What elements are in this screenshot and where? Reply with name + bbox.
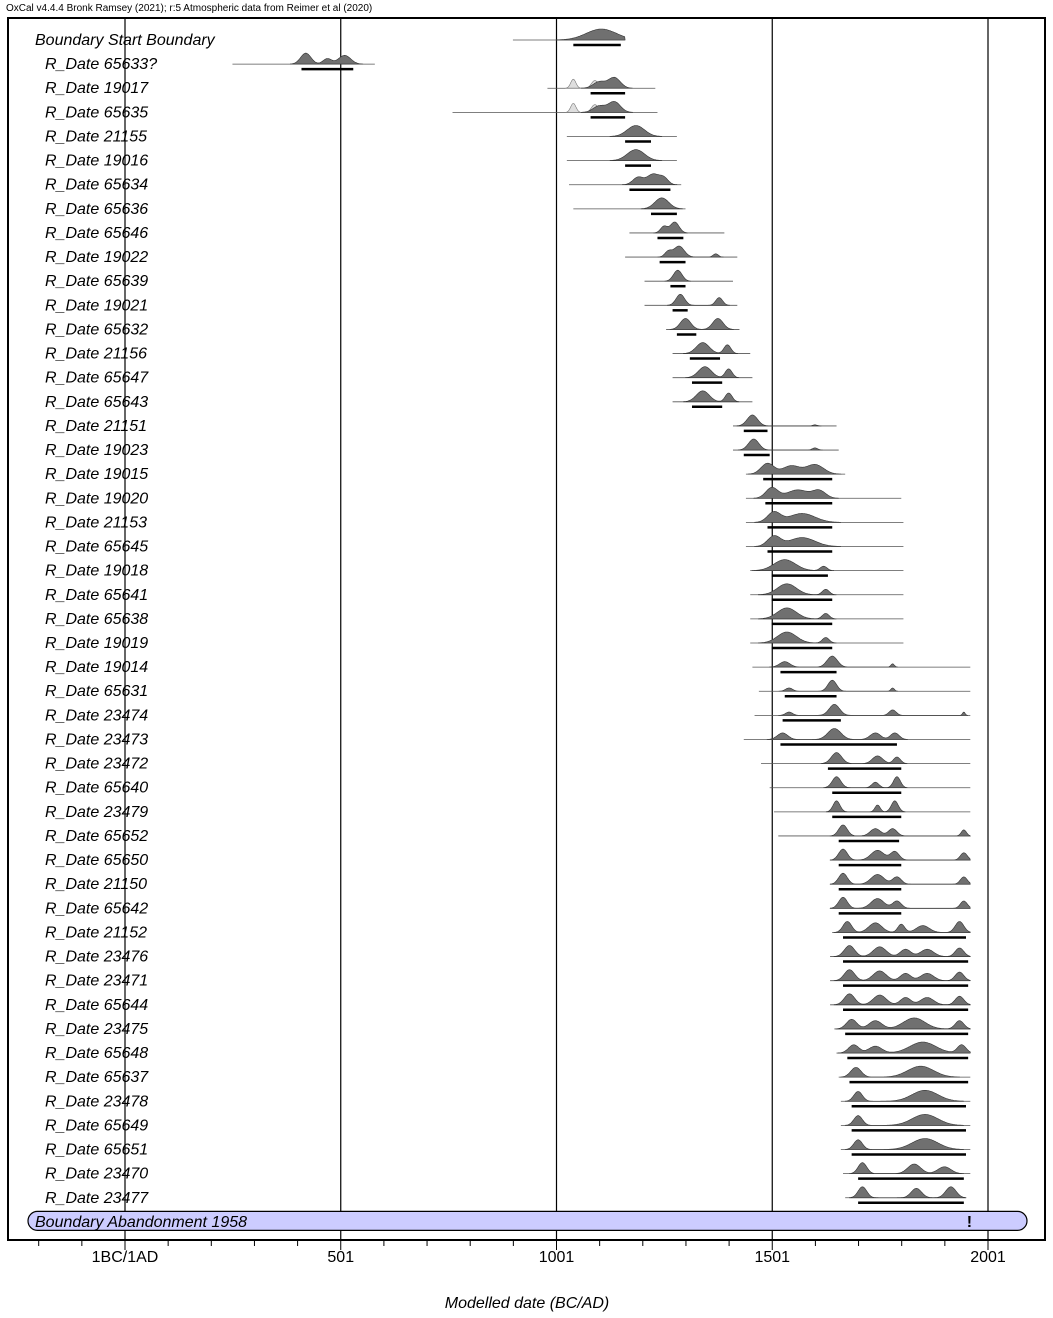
posterior-distribution	[840, 1066, 959, 1077]
posterior-distribution	[683, 391, 739, 402]
row-1	[45, 53, 375, 73]
posterior-distribution	[836, 1018, 970, 1029]
row-5	[45, 150, 677, 170]
posterior-distribution	[758, 584, 836, 595]
row-label: R_Date 23474	[45, 707, 149, 725]
x-tick-label-0: 1BC/1AD	[91, 1249, 159, 1266]
x-axis	[39, 1240, 1006, 1266]
row-label: R_Date 65652	[45, 827, 149, 845]
posterior-distribution	[738, 439, 823, 450]
row-24	[45, 608, 903, 628]
row-35	[45, 873, 970, 893]
posterior-distribution	[826, 801, 905, 812]
x-axis-label: Modelled date (BC/AD)	[444, 1295, 610, 1312]
plot-frame	[8, 18, 1045, 1240]
row-label: R_Date 23473	[45, 731, 149, 749]
row-label: R_Date 23472	[45, 755, 149, 773]
posterior-distribution	[610, 126, 662, 137]
row-18	[45, 463, 845, 483]
row-label: R_Date 65631	[45, 683, 149, 701]
posterior-distribution	[834, 946, 970, 957]
posterior-distribution	[845, 1139, 964, 1150]
row-6	[45, 174, 681, 194]
row-48	[45, 1187, 966, 1207]
row-44	[45, 1090, 970, 1110]
posterior-distribution	[838, 1042, 970, 1053]
row-9	[45, 246, 737, 266]
row-label: R_Date 19022	[45, 249, 149, 267]
row-label: R_Date 19015	[45, 466, 149, 484]
posterior-distribution	[641, 198, 682, 209]
row-42	[45, 1042, 970, 1062]
row-label: R_Date 23478	[45, 1093, 149, 1111]
row-label: R_Date 19021	[45, 297, 149, 315]
row-label: R_Date 65644	[45, 996, 149, 1014]
row-label: R_Date 19020	[45, 490, 149, 508]
row-label: Boundary Start Boundary	[35, 32, 215, 49]
posterior-distribution	[683, 343, 737, 354]
posterior-distribution	[610, 150, 662, 161]
row-30	[45, 753, 970, 773]
row-label: R_Date 21151	[45, 417, 147, 435]
row-34	[45, 849, 970, 869]
row-33	[45, 825, 970, 845]
row-27	[45, 680, 970, 700]
row-20	[45, 511, 903, 531]
boundary-marker: !	[966, 1213, 973, 1231]
posterior-distribution	[830, 849, 970, 860]
row-47	[45, 1163, 970, 1183]
posterior-distribution	[830, 873, 970, 884]
row-49	[28, 1211, 1027, 1231]
row-label: R_Date 19017	[45, 80, 149, 98]
posterior-distribution	[830, 897, 970, 908]
posterior-distribution	[658, 246, 724, 257]
row-2	[45, 77, 655, 97]
row-28	[45, 704, 970, 724]
posterior-distribution	[834, 921, 970, 932]
row-46	[45, 1139, 970, 1159]
row-37	[45, 921, 970, 941]
posterior-distribution	[834, 994, 970, 1005]
row-label: R_Date 23475	[45, 1020, 149, 1038]
posterior-distribution	[581, 77, 632, 88]
row-11	[45, 294, 737, 314]
row-38	[45, 946, 970, 966]
gridlines	[125, 18, 988, 1240]
row-label: R_Date 23470	[45, 1165, 149, 1183]
row-17	[45, 439, 839, 459]
row-label: R_Date 65639	[45, 273, 149, 291]
posterior-distribution	[752, 560, 834, 571]
row-12	[45, 318, 739, 338]
row-label: R_Date 65634	[45, 176, 149, 194]
posterior-distribution	[821, 753, 907, 764]
row-label: R_Date 65640	[45, 779, 149, 797]
row-label: Boundary Abandonment 1958	[35, 1213, 248, 1231]
row-label: R_Date 65641	[45, 586, 149, 604]
posterior-distribution	[755, 536, 841, 547]
posterior-distribution	[767, 729, 908, 740]
row-label: R_Date 19014	[45, 659, 149, 677]
row-label: R_Date 19018	[45, 562, 149, 580]
row-label: R_Date 19019	[45, 635, 149, 652]
row-39	[45, 970, 970, 990]
posterior-distribution	[779, 680, 898, 691]
row-label: R_Date 65648	[45, 1045, 149, 1063]
posterior-distribution	[830, 825, 970, 836]
row-41	[45, 1018, 970, 1038]
posterior-distribution	[737, 415, 822, 426]
row-label: R_Date 19023	[45, 442, 149, 460]
row-32	[45, 801, 970, 821]
row-40	[45, 994, 970, 1014]
posterior-distribution	[779, 704, 968, 715]
row-15	[45, 391, 752, 411]
row-31	[45, 777, 970, 797]
row-label: R_Date 65646	[45, 224, 149, 242]
row-label: R_Date 65632	[45, 321, 149, 339]
row-3	[45, 101, 657, 121]
row-label: R_Date 65650	[45, 852, 149, 870]
chart-rows	[28, 29, 1027, 1231]
row-label: R_Date 65649	[45, 1117, 149, 1135]
x-tick-label-2: 1001	[538, 1249, 575, 1266]
row-21	[45, 536, 903, 556]
row-25	[45, 632, 903, 652]
row-label: R_Date 23471	[45, 972, 149, 990]
row-label: R_Date 65637	[45, 1069, 149, 1087]
row-label: R_Date 65651	[45, 1141, 149, 1159]
row-label: R_Date 21152	[45, 924, 147, 942]
posterior-distribution	[755, 511, 841, 522]
row-label: R_Date 65645	[45, 538, 149, 556]
row-45	[45, 1114, 970, 1134]
row-16	[45, 415, 837, 435]
posterior-distribution	[665, 270, 691, 281]
row-13	[45, 343, 750, 363]
row-23	[45, 584, 903, 604]
posterior-distribution	[581, 101, 632, 112]
x-tick-label-1: 501	[327, 1249, 355, 1266]
row-label: R_Date 23477	[45, 1189, 149, 1207]
row-7	[45, 198, 686, 218]
row-label: R_Date 65647	[45, 369, 149, 387]
oxcal-credit: OxCal v4.4.4 Bronk Ramsey (2021); r:5 Atmospheric data from Reimer et al (2020)	[6, 3, 373, 14]
posterior-distribution	[824, 777, 908, 788]
posterior-distribution	[754, 487, 839, 498]
row-8	[45, 222, 724, 242]
row-43	[45, 1066, 970, 1086]
row-14	[45, 367, 752, 387]
posterior-distribution	[686, 367, 740, 378]
row-label: R_Date 21156	[45, 345, 147, 363]
row-label: R_Date 21153	[45, 514, 147, 532]
x-tick-label-4: 2001	[970, 1249, 1006, 1266]
posterior-distribution	[748, 463, 841, 474]
row-22	[45, 560, 903, 580]
row-label: R_Date 65642	[45, 900, 149, 918]
posterior-distribution	[670, 318, 733, 329]
posterior-distribution	[758, 632, 836, 643]
posterior-distribution	[845, 1090, 964, 1101]
posterior-distribution	[850, 1187, 967, 1198]
posterior-distribution	[769, 656, 898, 667]
row-label: R_Date 23476	[45, 948, 149, 966]
posterior-distribution	[654, 222, 688, 233]
row-label: R_Date 65636	[45, 200, 149, 218]
row-29	[45, 729, 970, 749]
posterior-distribution	[834, 970, 970, 981]
row-label: R_Date 65635	[45, 104, 149, 122]
row-0	[35, 29, 625, 49]
posterior-distribution	[556, 29, 625, 40]
row-label: R_Date 21155	[45, 128, 147, 146]
posterior-distribution	[290, 53, 363, 64]
row-label: R_Date 23479	[45, 803, 149, 821]
row-label: R_Date 65643	[45, 393, 149, 411]
posterior-distribution	[758, 608, 836, 619]
row-10	[45, 270, 733, 290]
row-36	[45, 897, 970, 917]
posterior-distribution	[623, 174, 677, 185]
row-label: R_Date 65633?	[45, 56, 158, 74]
row-label: R_Date 19016	[45, 152, 149, 170]
row-label: R_Date 21150	[45, 876, 147, 894]
row-4	[45, 126, 677, 146]
row-26	[45, 656, 970, 676]
row-19	[45, 487, 901, 507]
x-tick-label-3: 1501	[754, 1249, 791, 1266]
posterior-distribution	[845, 1114, 964, 1125]
posterior-distribution	[667, 294, 729, 305]
posterior-distribution	[850, 1163, 964, 1174]
row-label: R_Date 65638	[45, 610, 149, 628]
